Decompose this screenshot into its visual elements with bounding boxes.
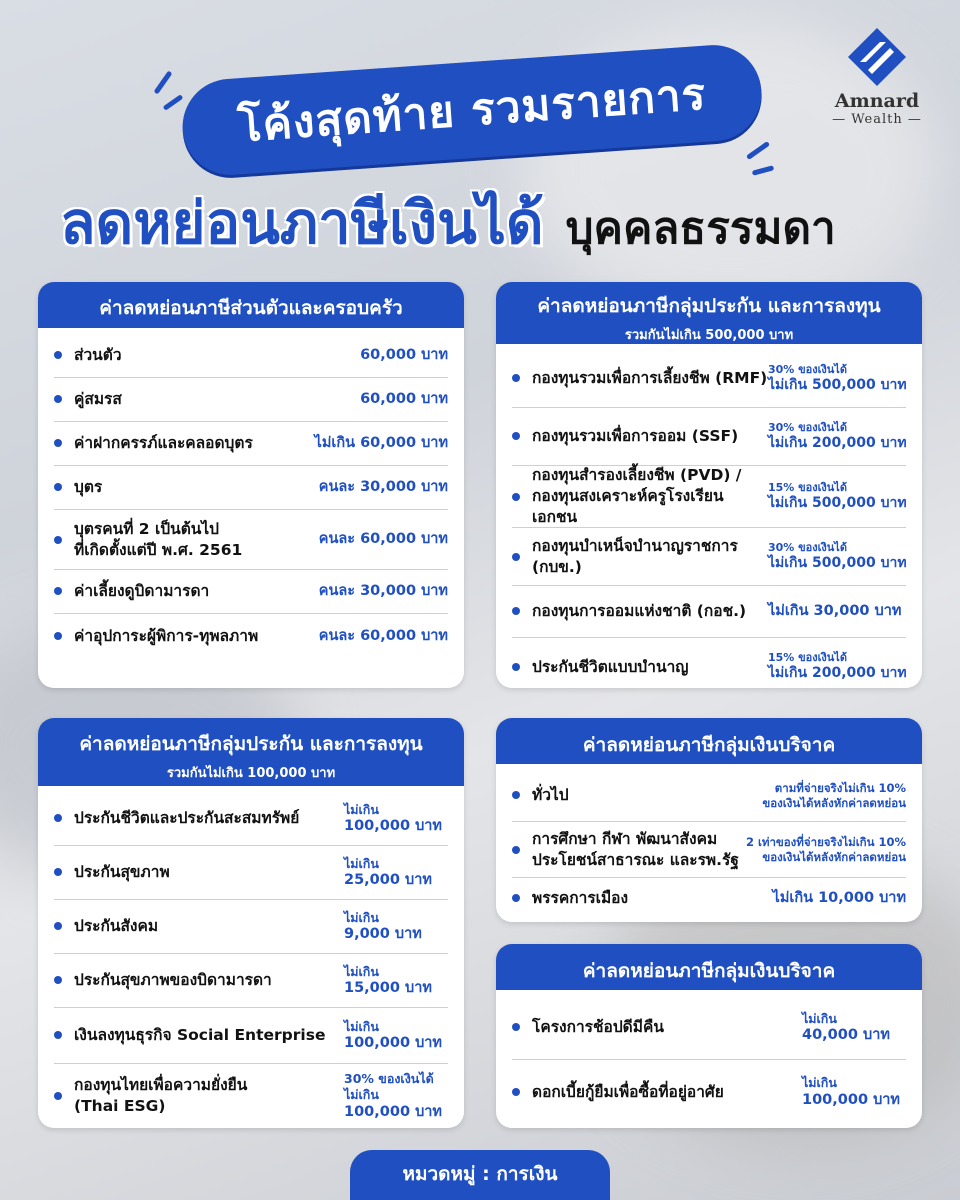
card-donation [496,718,922,922]
bullet-icon [512,663,520,671]
card-header [496,282,922,344]
brand-sub: — Wealth — [832,112,922,127]
card-subtitle: รวมกันไม่เกิน 500,000 บาท [624,328,794,343]
item-value-amount: ไม่เกิน 500,000 บาท [768,376,907,393]
main-title [60,176,920,256]
list-item [512,408,906,466]
item-label [512,426,738,447]
item-label [54,970,272,991]
item-label [512,536,738,578]
item-label [54,1025,325,1046]
item-value-amount: 100,000 บาท [344,818,442,835]
card-insurance-investment-500k [496,282,922,688]
item-value-amount: 100,000 บาท [344,1035,442,1052]
list-item [54,334,448,378]
item-label-text: กองทุนรวมเพื่อการเลี้ยงชีพ (RMF) [532,369,768,388]
item-label [54,345,122,366]
item-label-text: กองทุนไทยเพื่อความยั่งยืน (Thai ESG) [74,1076,248,1115]
list-item [512,1060,906,1124]
bullet-icon [512,607,520,615]
item-value: คนละ 30,000 บาท [318,583,448,600]
main-title-big: ลดหย่อนภาษีเงินได้ [60,189,544,257]
item-value [768,541,906,572]
item-label [512,829,739,871]
list-item [512,878,906,918]
card-title: ค่าลดหย่อนภาษีกลุ่มเงินบริจาค [582,960,836,982]
card-header [38,282,464,328]
item-value-amount: 15,000 บาท [344,980,432,997]
bullet-icon [54,922,62,930]
card-title: ค่าลดหย่อนภาษีกลุ่มประกัน และการลงทุน [79,733,423,755]
bullet-icon [54,632,62,640]
bullet-icon [512,432,520,440]
item-value [344,964,448,998]
item-value-prefix: 15% ของเงินได้ [768,651,847,665]
bullet-icon [54,439,62,447]
item-label [54,1075,247,1117]
item-label-text: คู่สมรส [74,390,122,409]
category-footer [350,1150,610,1200]
item-label-text: กองทุนสำรองเลี้ยงชีพ (PVD) / กองทุนสงเคราะห์ครูโรงเรียนเอกชน [532,466,742,526]
item-value: คนละ 30,000 บาท [318,479,448,496]
item-value [768,421,906,452]
item-label-text: การศึกษา กีฬา พัฒนาสังคม ประโยชน์สาธารณะ และรพ.รัฐ [532,829,739,869]
item-value: คนละ 60,000 บาท [318,627,448,644]
list-item [54,510,448,570]
item-label [54,862,170,883]
diamond-logo-icon [846,26,908,88]
item-value [344,856,448,890]
item-value-prefix: 15% ของเงินได้ [768,480,847,494]
item-label [54,519,242,561]
item-value-amount: ไม่เกิน 500,000 บาท [768,554,907,571]
item-label [512,1082,724,1103]
item-label-text: ประกันชีวิตแบบบำนาญ [532,657,689,676]
bullet-icon [512,1088,520,1096]
card-personal-family [38,282,464,688]
list-item [54,378,448,422]
item-label [54,433,253,454]
list-item [54,614,448,658]
item-label-text: โครงการช้อปดีมีคืน [532,1018,664,1037]
list-item [512,638,906,688]
item-value: ไม่เกิน 60,000 บาท [314,435,448,452]
category-footer-text: หมวดหมู่ : การเงิน [402,1163,558,1185]
item-label [512,785,569,806]
item-label [512,1017,664,1038]
item-label [54,477,102,498]
brand-logo [822,26,932,136]
item-value: คนละ 60,000 บาท [318,531,448,548]
item-value-amount: 25,000 บาท [344,872,432,889]
bullet-icon [54,587,62,595]
bullet-icon [54,814,62,822]
item-value-prefix: 30% ของเงินได้ [768,540,847,554]
item-value [344,1019,448,1053]
card-donation-other [496,944,922,1128]
list-item [54,954,448,1008]
item-label-text: ค่าเลี้ยงดูบิดามารดา [74,582,210,601]
bullet-icon [512,1023,520,1031]
item-label [512,888,628,909]
bullet-icon [54,351,62,359]
item-label [512,601,746,622]
bullet-icon [512,493,520,501]
item-value-amount: 40,000 บาท [802,1027,890,1044]
bullet-icon [512,791,520,799]
item-value [768,602,906,620]
card-subtitle: รวมกันไม่เกิน 100,000 บาท [166,766,336,781]
item-value-prefix: ไม่เกิน [802,1010,837,1026]
card-header [496,718,922,764]
list-item [54,1064,448,1128]
item-label-text: ค่าอุปการะผู้พิการ-ทุพลภาพ [74,626,259,645]
item-label [54,389,122,410]
item-label [54,808,299,829]
item-value-prefix: ไม่เกิน [344,1018,379,1034]
decor-stroke [153,70,172,94]
item-label-text: ประกันสังคม [74,917,159,936]
item-value-amount: ไม่เกิน 30,000 บาท [768,603,902,620]
item-value: ไม่เกิน 10,000 บาท [772,889,906,906]
item-label-text: กองทุนรวมเพื่อการออม (SSF) [532,427,739,446]
bullet-icon [54,536,62,544]
brand-name: Amnard [834,90,920,112]
list-item [512,466,906,528]
card-title: ค่าลดหย่อนภาษีกลุ่มประกัน และการลงทุน [537,295,881,317]
item-label-text: พรรคการเมือง [532,888,629,907]
item-value-prefix: 30% ของเงินได้ [768,362,847,376]
list-item [54,422,448,466]
item-label-text: เงินลงทุนธุรกิจ Social Enterprise [74,1026,326,1045]
item-label-text: ประกันสุขภาพ [74,863,170,882]
item-label-text: กองทุนบำเหน็จบำนาญราชการ (กบข.) [532,536,738,576]
item-label-text: กองทุนการออมแห่งชาติ (กอช.) [532,602,747,621]
decor-stroke [163,94,184,111]
list-item [512,996,906,1060]
item-value [344,910,448,944]
item-label-text: บุตร [74,478,103,497]
item-label [512,368,767,389]
item-value-amount: ไม่เกิน 200,000 บาท [768,434,907,451]
item-value-prefix: ไม่เกิน [344,801,379,817]
item-value [344,802,448,836]
item-value [768,363,906,394]
item-value: 60,000 บาท [360,391,448,408]
item-value-prefix: ไม่เกิน [344,909,379,925]
list-item [54,792,448,846]
list-item [54,900,448,954]
headline-pill-text: โค้งสุดท้าย รวมรายการ [236,68,708,153]
bullet-icon [54,395,62,403]
item-value [802,1011,906,1045]
item-label-text: ค่าฝากครรภ์และคลอดบุตร [74,434,253,453]
item-value [344,1071,448,1120]
item-label-text: ส่วนตัว [74,346,122,365]
item-value-prefix: ไม่เกิน [344,855,379,871]
item-value: 2 เท่าของที่จ่ายจริงไม่เกิน 10% ของเงินได้หลังหักค่าลดหย่อน [745,835,906,864]
list-item [54,570,448,614]
item-value-amount: ไม่เกิน 500,000 บาท [768,494,907,511]
list-item [512,770,906,822]
bullet-icon [54,868,62,876]
bullet-icon [512,374,520,382]
item-value-prefix: ไม่เกิน [802,1075,837,1091]
list-item [512,528,906,586]
bullet-icon [54,976,62,984]
item-label [54,581,209,602]
card-title: ค่าลดหย่อนภาษีส่วนตัวและครอบครัว [99,297,403,319]
card-header [38,718,464,786]
item-value [802,1075,906,1109]
item-label [54,626,258,647]
list-item [512,822,906,878]
item-label [54,916,158,937]
list-item [54,1008,448,1064]
item-label [512,657,688,678]
card-header [496,944,922,990]
item-value: 60,000 บาท [360,347,448,364]
list-item [512,586,906,638]
list-item [54,466,448,510]
bullet-icon [512,553,520,561]
item-label-text: ดอกเบี้ยกู้ยืมเพื่อซื้อที่อยู่อาศัย [532,1082,724,1101]
bullet-icon [512,894,520,902]
list-item [54,846,448,900]
card-insurance-investment-100k [38,718,464,1128]
item-label-text: ประกันชีวิตและประกันสะสมทรัพย์ [74,809,300,828]
item-value-prefix: 30% ของเงินได้ ไม่เกิน [344,1071,434,1102]
item-value-prefix: ไม่เกิน [344,963,379,979]
bullet-icon [54,1092,62,1100]
bullet-icon [54,483,62,491]
item-value-prefix: 30% ของเงินได้ [768,420,847,434]
item-value-amount: 9,000 บาท [344,926,422,943]
card-title: ค่าลดหย่อนภาษีกลุ่มเงินบริจาค [582,734,836,756]
item-value [768,481,906,512]
item-value: ตามที่จ่ายจริงไม่เกิน 10% ของเงินได้หลังหักค่าลดหย่อน [762,781,906,810]
item-label [512,465,768,528]
item-value-amount: 100,000 บาท [344,1103,442,1120]
main-title-small: บุคคลธรรมดา [565,203,836,254]
item-label-text: ทั่วไป [532,786,569,805]
item-value-amount: ไม่เกิน 200,000 บาท [768,665,907,682]
item-value [768,651,906,682]
item-value-amount: 100,000 บาท [802,1091,900,1108]
bullet-icon [512,846,520,854]
item-label-text: ประกันสุขภาพของบิดามารดา [74,971,272,990]
item-label-text: บุตรคนที่ 2 เป็นต้นไป ที่เกิดตั้งแต่ปี พ.ศ. 2561 [74,519,243,559]
bullet-icon [54,1031,62,1039]
list-item [512,350,906,408]
